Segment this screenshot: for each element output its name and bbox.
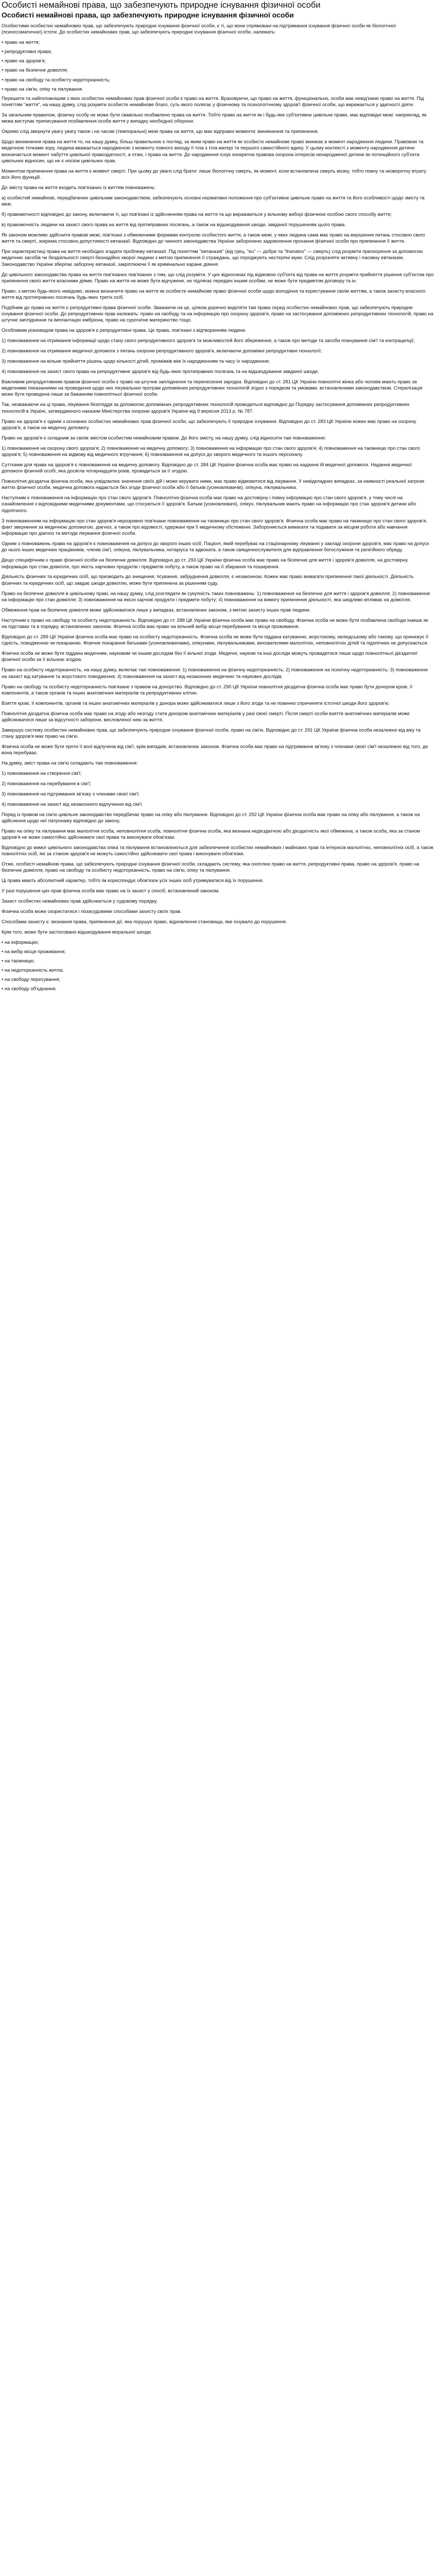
document-heading: Особисті немайнові права, що забезпечують природне існування фізичної особи bbox=[2, 11, 294, 19]
body-paragraph: а) особистий немайнові, передбачених цивільним законодавством, забезпечують основні нормативні положення про суб'єктивне цивільне право на життя та його особливості щодо змісту та меж; bbox=[2, 195, 425, 207]
body-paragraph: Наступним є право на свободу та особисту недоторканність. Відповідно до ст. 288 ЦК України фізична особа має право на свободу. Фізична особа не може бути позбавлена свободи інакше як на підставах та в порядку, встановлених законом. Фізична особа має право на вільний вибір місця перебування та місця проживання. bbox=[2, 617, 428, 630]
body-paragraph: Право на свободу та особисту недоторканність пов'язане з правом на донорство. Відповідно до ст. 290 ЦК України повнолітня дієздатна фізична особа має право бути донором крові, її компонентів, а також органів та інших анатомічних матеріалів та репродуктивних клітин. bbox=[2, 684, 413, 696]
document bbox=[0, 0, 436, 992]
body-paragraph: Способами захисту є: визнання права, припинення дії, яка порушує право, відновлення становища, яке існувало до порушення. bbox=[2, 919, 287, 924]
body-paragraph: Щодо виникнення права на життя то, на нашу думку, більш правильною є погляд, за яким право на життя як особисте немайнове право виникає в момент народження людини. Правовою та медичною точками зору, людина вважається народженою з моменту повного виходу її тіла з тіла матері та першого самостійного вдиху. У цьому контексті з моменту народження дитини визначається момент набуття цивільної правоздатності, а отже, і права на життя. До народження існує конкретна правова охорона інтересів ненародженої дитини як потенційного суб'єкта цивільних відносин, що не є носієм цивільних прав. bbox=[2, 139, 424, 163]
body-paragraph: Окремо слід звернути увагу увагу також і на часові (темпоральні) межі права на життя, що має відправні моменти: виникнення та припинення. bbox=[2, 129, 319, 134]
body-paragraph: Фізична особа не може бути піддана медичним, науковим чи іншим дослідам без її вільної згоди. Медичні, наукові та інші досліди можуть провадитися лише щодо повнолітньої дієздатної фізичної особи за її вільною згодою. bbox=[2, 651, 417, 663]
body-paragraph: З повноваженням на інформацію про стан здоров'я нерозривно пов'язане повноваження на таємницю про стан свого здоров'я. Фізична особа має право на таємницю про стан свого здоров'я, факт звернення за медичною допомогою, діагноз, а також про відомості, одержані при її медичному обстеженні. Забороняється вимагати та подавати за місцем роботи або навчання інформацію про діагноз та методи лікування фізичної особи. bbox=[2, 518, 427, 536]
body-paragraph: Відповідно до вимог цивільного законодавства опіка та піклування встановлюються для забезпечення особистих немайнових і майнових прав та інтересів малолітніх, неповнолітніх осіб, а також повнолітніх осіб, які за станом здоров'я не можуть самостійно здійснювати свої права і виконувати обов'язки. bbox=[2, 844, 433, 857]
body-paragraph: Повнолітня дієздатна фізична особа, яка усвідомлює значення своїх дій і може керувати ними, має право відмовитися від лікування. У невідкладних випадках, за наявності реальної загрози життю фізичної особи, медична допомога надається без згоди фізичної особи або її батьків (усиновлювачів), опікуна, піклувальника. bbox=[2, 478, 425, 490]
body-paragraph: Особливим різновидом права на здоров'я є репродуктивні права. Це права, пов'язані з відтворенням людини. bbox=[2, 328, 247, 333]
body-paragraph: Право на здоров'я є одним з основних особистих немайнових прав фізичної особи, що забезпечують її природне існування. Відповідно до ст. 283 ЦК України кожен має право на охорону здоров'я, а також на медичну допомогу. bbox=[2, 418, 416, 430]
body-paragraph: Поряд із правом на сім'ю цивільне законодавство передбачає право на опіку або піклування. Відповідно до ст. 292 ЦК України фізична особа має право на опіку або піклування, а також на здійснення щодо неї патронажу відповідно до закону. bbox=[2, 811, 420, 823]
body-paragraph: Взяття крові, її компонентів, органів та інших анатомічних матеріалів у донора може здійснюватися лише з його згоди та не повинно спричиняти істотної шкоди його здоров'ю. bbox=[2, 700, 390, 706]
body-paragraph: • на інформацію; bbox=[2, 939, 39, 945]
body-paragraph: Наступним є повноваження на інформацію про стан свого здоров'я. Повнолітня фізична особа має право на достовірну і повну інформацію про стан свого здоров'я, у тому числі на ознайомлення з відповідними медичними документами, що стосуються її здоров'я. Батьки (усиновлювачі), опікун, піклувальник мають право на інформацію про стан здоров'я дитини або підопічного. bbox=[2, 495, 416, 513]
body-paragraph: 1) повноваження на створення сім'ї; bbox=[2, 771, 82, 776]
body-paragraph: 2) повноваження на перебування в сім'ї; bbox=[2, 781, 92, 786]
body-paragraph: Моментом припинення права на життя є момент смерті. При цьому до уваги слід брати: лише біологічну смерть, як момент, коли встановлена смерть мозку, тобто повну та незворотну втрату всіх його функцій. bbox=[2, 168, 427, 180]
body-paragraph: • право на здоров'я; bbox=[2, 58, 46, 64]
body-paragraph: Як законом можливо здійснити правові межі, пов'язані з обмеженими формами контролю особистого життя, а також межі, у яких людина сама має право на вирішення питань стосовно свого життя та смерті, зокрема стосовно допустимості евтаназії. Відповідно до чинного законодавства України заборонено задоволення прохання фізичної особи про припинення її життя. bbox=[2, 232, 425, 244]
body-paragraph: Право, з метою будь-якого невідомо, можна визначити право на життя як особисте немайнове право фізичної особи щодо володіння та користування своїм життям, а також захисту власного життя від протиправних посягань будь-яких третіх осіб. bbox=[2, 288, 426, 300]
body-paragraph: • на таємницю; bbox=[2, 958, 35, 963]
body-paragraph: Діяльність фізичних та юридичних осіб, що призводить до знищення, псування, забруднення довкілля, є незаконною. Кожен має право вимагати припинення такої діяльності. Діяльність фізичних та юридичних осіб, що завдає шкоди довкіллю, може бути припинена за рішенням суду. bbox=[2, 574, 414, 586]
body-paragraph: в) правомочність людини на захист свого права на життя від протиправних посягань, а також на відшкодування шкоди, завданої порушенням цього права. bbox=[2, 222, 346, 227]
body-paragraph: До цивільного законодавства права на життя пов'язаних пов'язаних з тим, що слід розуміти. У цих відносинах під відмовою суб'єкта від права на життя розуміти прийняття рішення суб'єктом про припинення свого життя власними діями. Право на життя не може бути відчужене, не підлягає передачі іншим особам, не може бути предметом договору та ін. bbox=[2, 272, 434, 283]
body-paragraph: Отже, особисті немайнові права, що забезпечують природне існування фізичної особи, складають систему, яка охоплює право на життя, репродуктивні права, право на здоров'я, право на безпечне довкілля, право на свободу та особисту недоторканність, право на сім'ю, опіку та піклування. bbox=[2, 861, 420, 873]
body-paragraph: • на свободу пересування; bbox=[2, 977, 61, 982]
body-paragraph: 2) повноваження на отримання медичної допомоги з питань охорони репродуктивного здоров'я, включаючи допоміжні репродуктивні технології; bbox=[2, 348, 322, 354]
body-paragraph: Суттєвим для права на здоров'я є повноваження на медичну допомогу. Відповідно до ст. 284 ЦК України фізична особа має право на надання їй медичної допомоги. Надання медичної допомоги фізичній особі, яка досягла чотирнадцяти років, провадиться за її згодою. bbox=[2, 462, 412, 474]
body-paragraph: Крім того, може бути застосовано відшкодування моральної шкоди. bbox=[2, 929, 152, 935]
body-paragraph: • на недоторканність житла; bbox=[2, 967, 64, 973]
body-paragraph: Право на особисту недоторканність, на нашу думку, включає такі повноваження: 1) повноваження на фізичну недоторканність; 2) повноваження на психічну недоторканність; 3) повноваження на захист від катування та жорстокого поводження; 4) повноваження на захист від незаконних медичних та наукових дослідів. bbox=[2, 667, 428, 679]
body-paragraph: Так, незважаючи на ці права, лікування безпліддя за допомогою допоміжних репродуктивних технологій проводиться відповідно до Порядку застосування допоміжних репродуктивних технологій в Україні, затвердженого наказом Міністерства охорони здоров'я України від 9 вересня 2013 р. № 787. bbox=[2, 402, 410, 414]
body-paragraph: • на свободу об'єднання. bbox=[2, 986, 57, 992]
body-paragraph: Право на опіку та піклування має малолітня особа, неповнолітня особа, повнолітня фізична особа, яка визнана недієздатною або дієздатність якої обмежена, а також особа, яка за станом здоров'я не може самостійно здійснювати свої права та виконувати обов'язки. bbox=[2, 828, 420, 840]
body-paragraph: Одним з повноважень права на здоров'я є повноваження на допуск до хворого інших осіб. Пацієнт, який перебуває на стаціонарному лікуванні у закладі охорони здоров'я, має право на допуск до нього інших медичних працівників, членів сім'ї, опікуна, піклувальника, нотаріуса та адвоката, а також священнослужителя для відправлення богослужіння та релігійного обряду. bbox=[2, 541, 429, 553]
body-paragraph: Фізична особа не може бути проти її волі відлучена від сім'ї, крім випадків, встановлених законом. Фізична особа має право на підтримання зв'язку з членами своєї сім'ї незалежно від того, де вона перебуває. bbox=[2, 743, 428, 756]
body-paragraph: б) правомочності відповідно до закону, включаючи ті, що пов'язані із здійсненням права на життя та що виражаються у вільному виборі фізичною особою свого способу життя; bbox=[2, 212, 392, 217]
body-paragraph: Ці права мають абсолютний характер, тобто їм кореспондує обов'язок усіх інших осіб утримуватися від їх порушення. bbox=[2, 878, 264, 884]
body-paragraph: Перешити та найголовнішим з яких особистих немайнових прав фізичної особи є право на життя. Враховуючи, що право на життя, функціонально, особи має невід'ємне право на життя. Під поняттям "життя", на нашу думку, слід розуміти особисте немайнове благо, суть якого полягає у фізичному та психологічному здоров'ї фізичної особи, що виражається у здатності діяти. bbox=[2, 95, 424, 108]
body-paragraph: До змісту права на життя входить пов'язаних із життям повноважень: bbox=[2, 184, 156, 190]
body-paragraph: Обмеження прав на безпечне довкілля може здійснюватися лише у випадках, встановлених законом, з метою захисту інших прав людини. bbox=[2, 607, 311, 613]
document-body bbox=[2, 23, 434, 992]
body-paragraph: 1) повноваження на охорону свого здоров'я; 2) повноваження на медичну допомогу; 3) повноваження на інформацію про стан свого здоров'я; 4) повноваження на таємницю про стан свого здоров'я; 5) повноваження на відмову від медичного втручання; 6) повноваження на допуск до хворого медичного та іншого персоналу. bbox=[2, 445, 420, 457]
body-paragraph: У разі порушення цих прав фізична особа має право на їх захист у спосіб, встановлений законом. bbox=[2, 888, 220, 894]
body-paragraph: Право на безпечне довкілля в цивільному праві, на нашу думку, слід розглядати як сукупність таких повноважень: 1) повноваження на безпечне для життя і здоров'я довкілля; 2) повноваження на інформацію про стан довкілля; 3) повноваження на якісні харчові продукти і предмети побуту; 4) повноваження на вимогу припинення діяльності, яка шкідливо впливає на довкілля. bbox=[2, 590, 430, 602]
body-paragraph: • право на життя; bbox=[2, 40, 40, 45]
body-paragraph: Фізична особа може скористатися і позасудовими способами захисту своїх прав. bbox=[2, 909, 182, 914]
body-paragraph: Захист особистих немайнових прав здійснюється у судовому порядку. bbox=[2, 899, 158, 904]
body-paragraph: 4) повноваження на захист від незаконного відлучення від сім'ї. bbox=[2, 801, 143, 807]
body-paragraph: 3) повноваження на підтримання зв'язку з членами своєї сім'ї; bbox=[2, 791, 140, 796]
body-paragraph: • репродуктивні права; bbox=[2, 49, 52, 55]
body-paragraph: • право на сім'ю, опіку та піклування. bbox=[2, 86, 83, 92]
body-paragraph: • на вибір місця проживання; bbox=[2, 948, 66, 954]
body-paragraph: Дещо специфічним є право фізичної особи на безпечне довкілля. Відповідно до ст. 293 ЦК України фізична особа має право на безпечне для життя і здоров'я довкілля, на достовірну інформацію про стан довкілля, про якість харчових продуктів і предметів побуту, а також право на її збирання та поширення. bbox=[2, 557, 408, 569]
body-paragraph: Важливим репродуктивним правом фізичної особи є право на штучне запліднення та перенесення зародка. Відповідно до ст. 281 ЦК України повнолітні жінка або чоловік мають право за медичними показаннями на проведення щодо них лікувальних програм допоміжних репродуктивних технологій згідно з порядком та умовами, встановленими законодавством. Стерилізація може бути проведена лише за бажанням повнолітньої фізичної особи. bbox=[2, 379, 423, 397]
body-paragraph: Право на здоров'я є складним за своїм змістом особистим немайновим правом. До його змісту, на нашу думку, слід відносити такі повноваження: bbox=[2, 435, 326, 440]
body-paragraph: 4) повноваження на захист свого права на репродуктивне здоров'я від будь-яких протиправних посягань та на відшкодування завданої шкоди. bbox=[2, 368, 319, 374]
body-paragraph: 1) повноваження на отримання інформації щодо стану свого репродуктивного здоров'я та можливостей його збереження, а також про методи та засоби планування сім'ї та контрацепції; bbox=[2, 338, 415, 344]
body-paragraph: На думку, зміст права на сім'ю складають такі повноваження: bbox=[2, 760, 138, 766]
body-paragraph: За загальним правилом, фізичну особу не може бути свавільно позбавлено права на життя. Тобто право на життя як і будь-яке суб'єктивне цивільне право, має відповідні межі: наприклад, як межа виступає приписування позбавлення особи життя у випадку необхідної оборони. bbox=[2, 112, 427, 124]
body-paragraph: Завершує систему особистих немайнових прав, що забезпечують природне існування фізичної особи, право на сім'ю. Відповідно до ст. 291 ЦК України фізична особа незалежно від віку та стану здоров'я має право на сім'ю. bbox=[2, 727, 421, 739]
body-paragraph: При характеристиці права на життя необхідно згадати проблему евтаназії. Під поняттям "евтаназія" (від грец. "eu" — добре та "thanatos" — смерть) слід розуміти прискорення за допомогою медичних засобів чи бездіяльності смерті безнадійно хворої людини з метою припинення її страждань, що породжують нестерпні муки. Слід розрізняти активну і пасивну евтаназію. Законодавство України зберігає заборону евтаназії, закріплюючи її як кримінально каране діяння. bbox=[2, 249, 423, 267]
body-paragraph: • право на свободу та особисту недоторканність; bbox=[2, 77, 111, 82]
body-paragraph: Подібним до права на життя є репродуктивні права фізичної особи. Зважаючи на це, цілком доречно виділяти такі права серед особистих немайнових прав, що забезпечують природне існування фізичної особи. До репродуктивних прав належать: право на свободу та на інформацію про охорону здоров'я, право на застосування допоміжних репродуктивних технологій, право на штучне запліднення та імплантацію ембріона, право на сурогатне материнство тощо. bbox=[2, 304, 433, 323]
body-paragraph: Особистими особистих немайнових прав, що забезпечують природне існування фізичної особи, є ті, що вони спрямовані на підтримання існування фізичної особи як біологічної (психосоматичної) істоти. До особистих немайнових прав, що забезпечують природне існування фізичної особи, належать: bbox=[2, 23, 396, 35]
document-title: Особисті немайнові права, що забезпечують природне існування фізичної особи bbox=[2, 1, 321, 10]
body-paragraph: • право на безпечне довкілля; bbox=[2, 67, 68, 73]
body-paragraph: 3) повноваження на вільне прийняття рішень щодо кількості дітей, проміжків між їх народженням та часу їх народження; bbox=[2, 359, 270, 364]
body-paragraph: Відповідно до ст. 289 ЦК України фізична особа має право на особисту недоторканність. Фізична особа не може бути піддана катуванню, жорстокому, нелюдському або такому, що принижує її гідність, поводженню чи покаранню. Фізичне покарання батьками (усиновлювачами), опікунами, піклувальниками, вихователями малолітніх, неповнолітніх дітей та підопічних не допускається. bbox=[2, 634, 429, 646]
body-paragraph: Повнолітня дієздатна фізична особа має право на згоду або незгоду стати донором анатомічних матеріалів у разі своєї смерті. Після смерті особи взяття анатомічних матеріалів може здійснюватися лише за відсутності заборони, висловленої нею за життя. bbox=[2, 710, 410, 722]
